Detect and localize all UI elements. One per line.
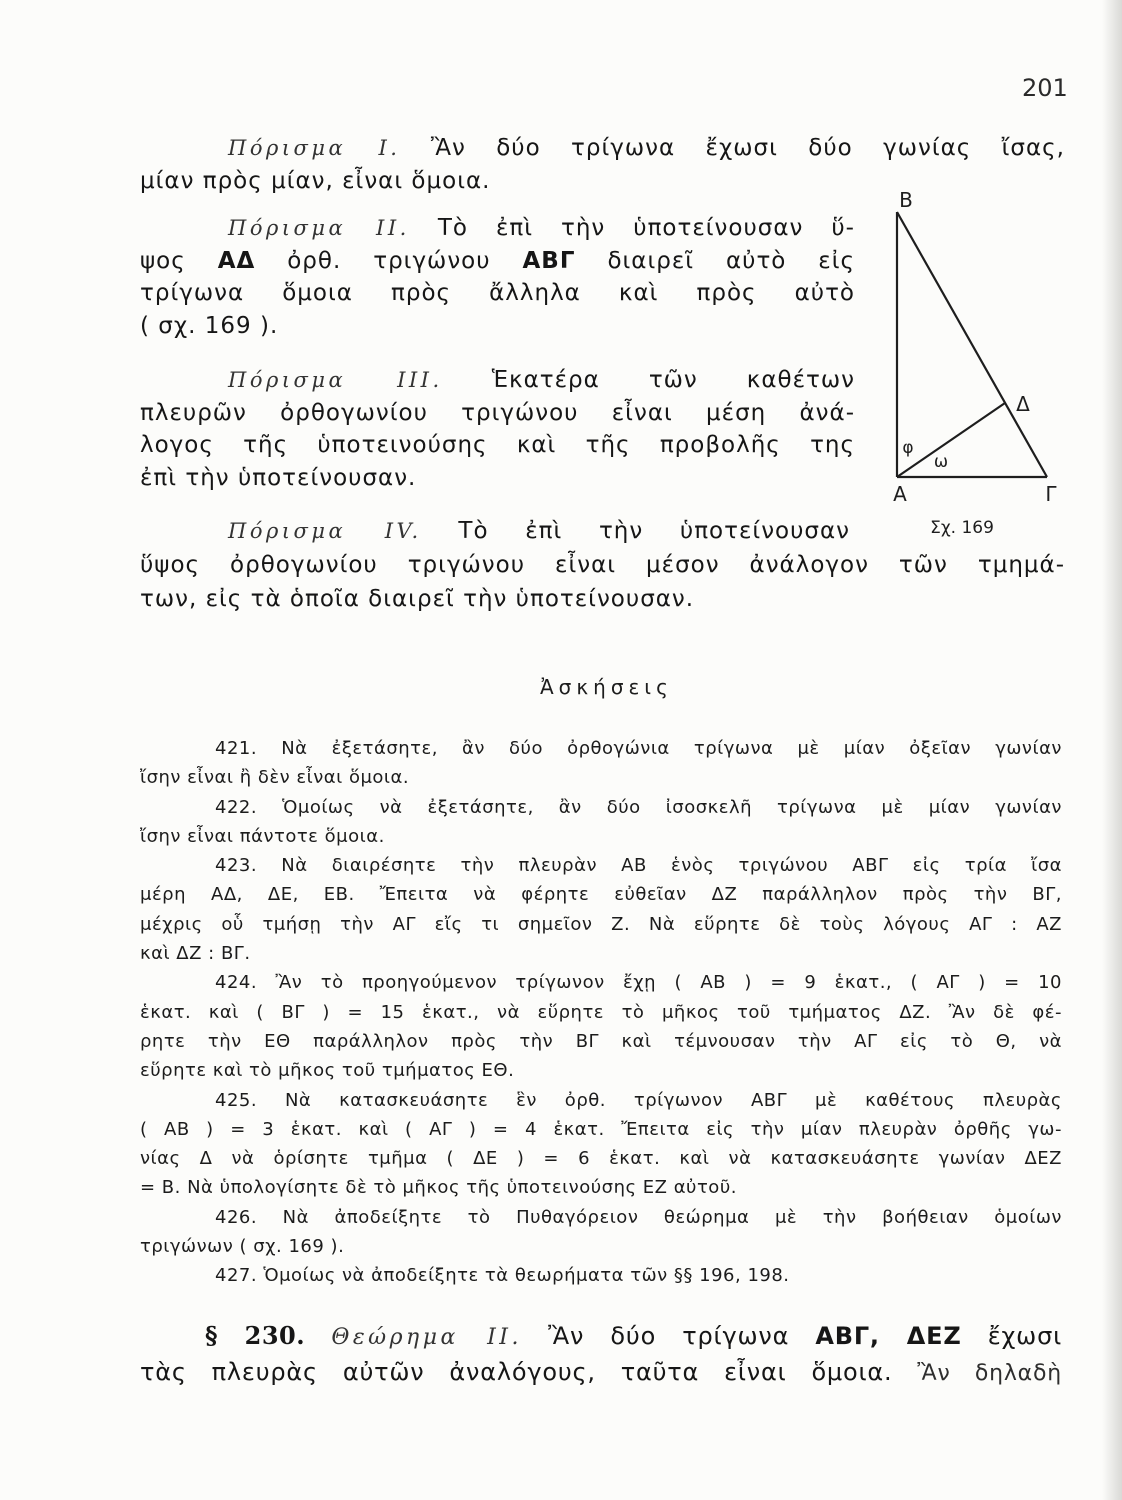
exercise-424-line-3: ρητε τὴν ΕΘ παράλληλον πρὸς τὴν ΒΓ καὶ τέμνουσαν τὴν ΑΓ εἰς τὸ Θ, νὰ [140,1030,1062,1052]
theorem-text-2a: τὰς πλευρὰς αὐτῶν ἀναλόγους, ταῦτα εἶναι ὅμοια. [140,1358,893,1386]
exercise-423-line-1 [140,851,1062,880]
corollary-4-line-1 [140,514,850,548]
page-edge-shadow [1102,0,1122,1500]
exercise-426-line-2: τριγώνων ( σχ. 169 ). [140,1236,345,1258]
exercise-423-line-2: μέρη ΑΔ, ΔΕ, ΕΒ. Ἔπειτα νὰ φέρητε εὐθεῖαν ΔΖ παράλληλον πρὸς τὴν ΒΓ, [140,884,1062,906]
theorem-section-number: § 230. [205,1321,306,1350]
theorem-triangles: ΑΒΓ, ΔΕΖ [815,1322,962,1350]
corollary-3-line-4: ἐπὶ τὴν ὑποτείνουσαν. [140,464,417,491]
exercise-425-text-1: Νὰ κατασκευάσητε ἓν ὀρθ. τρίγωνον ΑΒΓ μὲ καθέτους πλευρὰς [284,1089,1062,1111]
corollary-2-seg-b: ΑΔ [217,247,256,274]
corollary-4-line-2: ὕψος ὀρθογωνίου τριγώνου εἶναι μέσον ἀνάλογον τῶν τμημά- [140,552,1065,578]
exercise-424-number: 424. [215,972,258,994]
vertex-label-A: Α [893,482,907,506]
corollary-2-line-1 [140,212,855,245]
exercise-427-text-1: Ὁμοίως νὰ ἀποδείξητε τὰ θεωρήματα τῶν §§ 196, 198. [263,1265,790,1287]
corollary-2-seg-e: διαιρεῖ αὐτὸ εἰς [607,247,856,274]
corollary-4-label: Πόρισμα IV. [228,519,422,543]
corollary-3-line-1 [140,364,855,397]
exercise-422-text-1: Ὁμοίως νὰ ἐξετάσητε, ἂν δύο ἰσοσκελῆ τρίγωνα μὲ μίαν γωνίαν [282,796,1062,818]
exercise-423-line-4: καὶ ΔΖ : ΒΓ. [140,943,251,965]
page-number: 201 [1022,74,1068,102]
exercise-423-text-1: Νὰ διαιρέσητε τὴν πλευρὰν ΑΒ ἑνὸς τριγώνου ΑΒΓ εἰς τρία ἴσα [281,855,1062,877]
corollary-1-text-1: Ἂν δύο τρίγωνα ἔχωσι δύο γωνίας ἴσας, [430,135,1065,161]
exercise-422-line-2: ἴσην εἶναι πάντοτε ὅμοια. [140,825,385,847]
corollary-3-line-3: λογος τῆς ὑποτεινούσης καὶ τῆς προβολῆς της [140,432,855,458]
exercise-426-number: 426. [215,1206,258,1228]
corollary-2-seg-c: ὀρθ. τριγώνου [287,247,491,274]
corollary-3 [140,364,855,494]
vertex-label-D: Δ [1016,392,1030,416]
exercises-list [140,734,1062,1291]
exercise-424-line-4: εὕρητε καὶ τὸ μῆκος τοῦ τμήματος ΕΘ. [140,1060,515,1082]
corollary-2 [140,212,855,342]
hypotenuse-BG [897,212,1047,477]
exercise-425-line-4: = Β. Νὰ ὑπολογίσητε δὲ τὸ μῆκος τῆς ὑποτεινούσης ΕΖ αὐτοῦ. [140,1177,737,1199]
vertex-label-B: Β [899,188,913,212]
exercise-422-number: 422. [215,796,258,818]
exercise-427-number: 427. [215,1265,258,1287]
exercise-422-line-1 [140,793,1062,822]
exercise-425-line-3: νίας Δ νὰ ὁρίσητε τμῆμα ( ΔΕ ) = 6 ἑκατ. καὶ νὰ κατασκευάσητε γωνίαν ΔΕΖ [140,1148,1062,1170]
exercise-425-line-2: ( ΑΒ ) = 3 ἑκατ. καὶ ( ΑΓ ) = 4 ἑκατ. Ἔπειτα εἰς τὴν μίαν πλευρὰν ὀρθῆς γω- [140,1118,1062,1140]
exercise-425-number: 425. [215,1089,258,1111]
exercise-426-text-1: Νὰ ἀποδείξητε τὸ Πυθαγόρειον θεώρημα μὲ τὴν βοήθειαν ὁμοίων [282,1206,1062,1228]
figure-caption: Σχ. 169 [930,518,994,538]
corollary-3-line-2: πλευρῶν ὀρθογωνίου τριγώνου εἶναι μέση ἀνά- [140,399,855,426]
exercise-421-text-1: Νὰ ἐξετάσητε, ἂν δύο ὀρθογώνια τρίγωνα μὲ μίαν ὀξεῖαν γωνίαν [281,738,1062,759]
exercise-421-number: 421. [215,738,258,759]
corollary-4-line-3: των, εἰς τὰ ὁποῖα διαιρεῖ τὴν ὑποτείνουσαν. [140,586,695,612]
angle-label-phi: φ [902,438,914,458]
theorem-label: Θεώρημα II. [331,1325,522,1350]
theorem-text-1c: ἔχωσι [987,1322,1062,1350]
corollary-2-line-3: τρίγωνα ὅμοια πρὸς ἄλληλα καὶ πρὸς αὐτὸ [140,280,855,306]
exercises-heading: Ἀσκήσεις [540,675,673,699]
theorem-text-2b: Ἂν δηλαδὴ [917,1361,1062,1386]
corollary-1-line-2: μίαν πρὸς μίαν, εἶναι ὅμοια. [140,167,491,194]
exercise-423-number: 423. [215,855,258,877]
exercise-425-line-1 [140,1086,1062,1115]
corollary-2-text-1: Τὸ ἐπὶ τὴν ὑποτείνουσαν ὕ- [437,215,855,241]
corollary-1-line-1 [140,132,1065,165]
corollary-2-line-4: ( σχ. 169 ). [140,312,279,339]
corollary-3-label: Πόρισμα III. [228,368,443,392]
theorem-230 [140,1318,1062,1391]
corollary-2-line-2 [140,245,855,278]
exercise-427-line-1 [140,1261,1062,1290]
exercise-424-line-2: ἑκατ. καὶ ( ΒΓ ) = 15 ἑκατ., νὰ εὕρητε τὸ μῆκος τοῦ τμήματος ΔΖ. Ἂν δὲ φέ- [140,1001,1062,1023]
exercise-424-text-1: Ἂν τὸ προηγούμενον τρίγωνον ἔχῃ ( ΑΒ ) = 9 ἑκατ., ( ΑΓ ) = 10 [275,972,1062,994]
theorem-text-1a: Ἂν δύο τρίγωνα [548,1322,790,1350]
corollary-2-seg-d: ΑΒΓ [522,247,576,274]
vertex-label-G: Γ [1045,482,1057,506]
corollary-2-seg-a: ψος [140,247,186,274]
exercise-421-line-2: ἴσην εἶναι ἢ δὲν εἶναι ὅμοια. [140,767,410,789]
theorem-230-line-2 [140,1355,1062,1391]
corollary-1-label: Πόρισμα I. [228,136,401,160]
corollary-4-text-1: Τὸ ἐπὶ τὴν ὑποτείνουσαν [458,518,851,544]
figure-169-right-triangle [880,185,1070,550]
exercise-426-line-1 [140,1203,1062,1232]
theorem-230-line-1 [140,1318,1062,1355]
corollary-3-text-1: Ἑκατέρα τῶν καθέτων [491,367,855,393]
corollary-2-label: Πόρισμα II. [228,216,410,240]
exercise-423-line-3: μέχρις οὗ τμήσῃ τὴν ΑΓ εἴς τι σημεῖον Ζ. Νὰ εὕρητε δὲ τοὺς λόγους ΑΓ : ΑΖ [140,913,1062,935]
exercise-421-line-1 [140,734,1062,763]
exercise-424-line-1 [140,968,1062,997]
angle-label-omega: ω [933,452,949,472]
